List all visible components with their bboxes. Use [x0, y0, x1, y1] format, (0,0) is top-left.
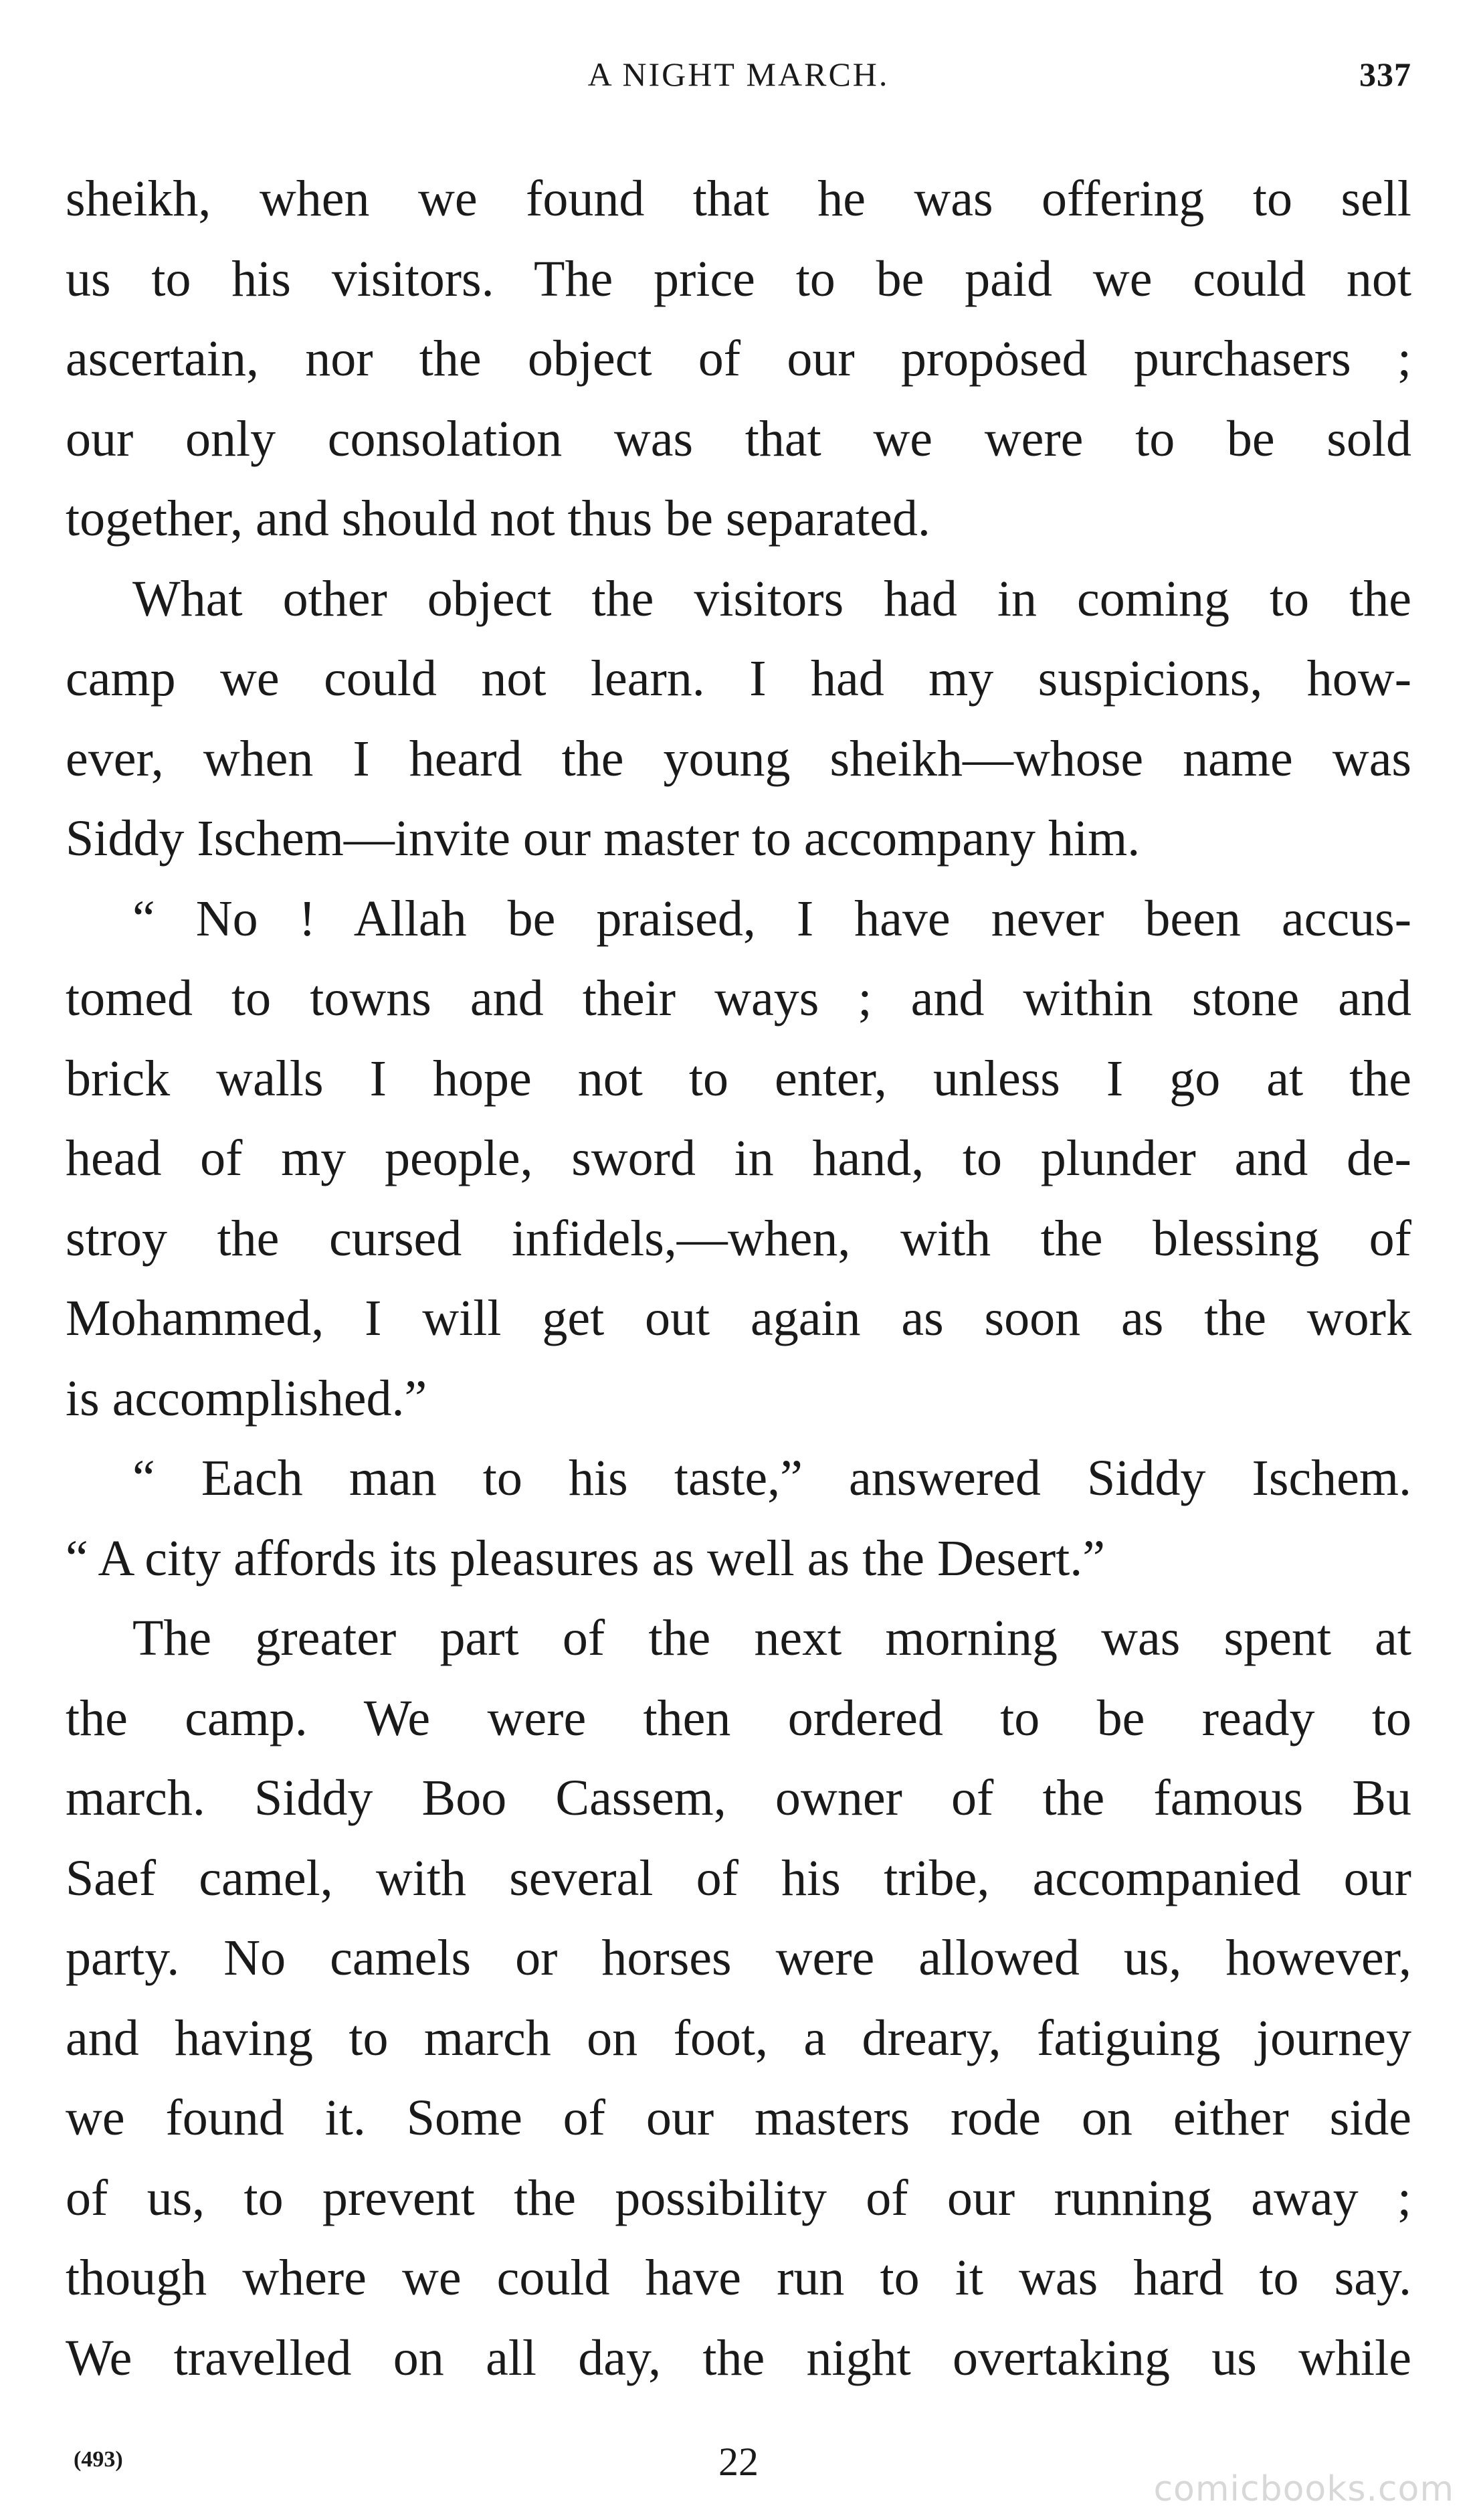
text-line: ever, when I heard the young sheikh—whose name was — [66, 730, 1411, 787]
text-line: of us, to prevent the possibility of our running away ; — [66, 2169, 1411, 2226]
text-line: ascertain, nor the object of our propȯsed purchasers ; — [66, 331, 1411, 387]
signature-mark: (493) — [74, 2447, 123, 2472]
text-line: party. No camels or horses were allowed us, however, — [66, 1930, 1411, 1986]
text-line: brick walls I hope not to enter, unless I go at the — [66, 1050, 1411, 1107]
watermark: comicbooks.com — [1153, 2469, 1454, 2509]
text-line: together, and should not thus be separated. — [66, 490, 930, 547]
book-page — [66, 0, 1411, 2520]
text-line: the camp. We were then ordered to be ready to — [66, 1690, 1411, 1746]
text-line: is accomplished.” — [66, 1370, 427, 1427]
text-line: head of my people, sword in hand, to plunder and de- — [66, 1130, 1411, 1186]
text-line: our only consolation was that we were to be sold — [66, 410, 1411, 467]
text-line: The greater part of the next morning was spent at — [132, 1610, 1411, 1666]
text-line: “ No ! Allah be praised, I have never been accus- — [132, 890, 1411, 947]
text-line: “ Each man to his taste,” answered Siddy Ischem. — [132, 1450, 1411, 1506]
text-line: we found it. Some of our masters rode on either side — [66, 2090, 1411, 2146]
running-head — [66, 55, 1411, 108]
text-line: and having to march on foot, a dreary, fatiguing journey — [66, 2009, 1411, 2066]
page-number: 337 — [1359, 56, 1411, 93]
text-line: What other object the visitors had in coming to the — [132, 570, 1411, 627]
text-line: Saef camel, with several of his tribe, accompanied our — [66, 1850, 1411, 1906]
text-line: Siddy Ischem—invite our master to accompany him. — [66, 810, 1141, 867]
text-line: though where we could have run to it was hard to say. — [66, 2250, 1411, 2306]
text-line: stroy the cursed infidels,—when, with the blessing of — [66, 1210, 1411, 1267]
text-line: us to his visitors. The price to be paid we could not — [66, 250, 1411, 307]
text-line: camp we could not learn. I had my suspicions, how- — [66, 650, 1411, 707]
text-line: march. Siddy Boo Cassem, owner of the famous Bu — [66, 1770, 1411, 1826]
text-line: Mohammed, I will get out again as soon as the work — [66, 1290, 1411, 1346]
running-title: A NIGHT MARCH. — [587, 56, 890, 93]
folio-number: 22 — [718, 2440, 759, 2484]
text-line: sheikh, when we found that he was offering to sell — [66, 171, 1411, 227]
text-line: “ A city affords its pleasures as well as the Desert.” — [66, 1530, 1106, 1587]
text-line: We travelled on all day, the night overtaking us while — [66, 2329, 1411, 2386]
body-text — [66, 159, 1411, 2398]
text-line: tomed to towns and their ways ; and within stone and — [66, 970, 1411, 1026]
